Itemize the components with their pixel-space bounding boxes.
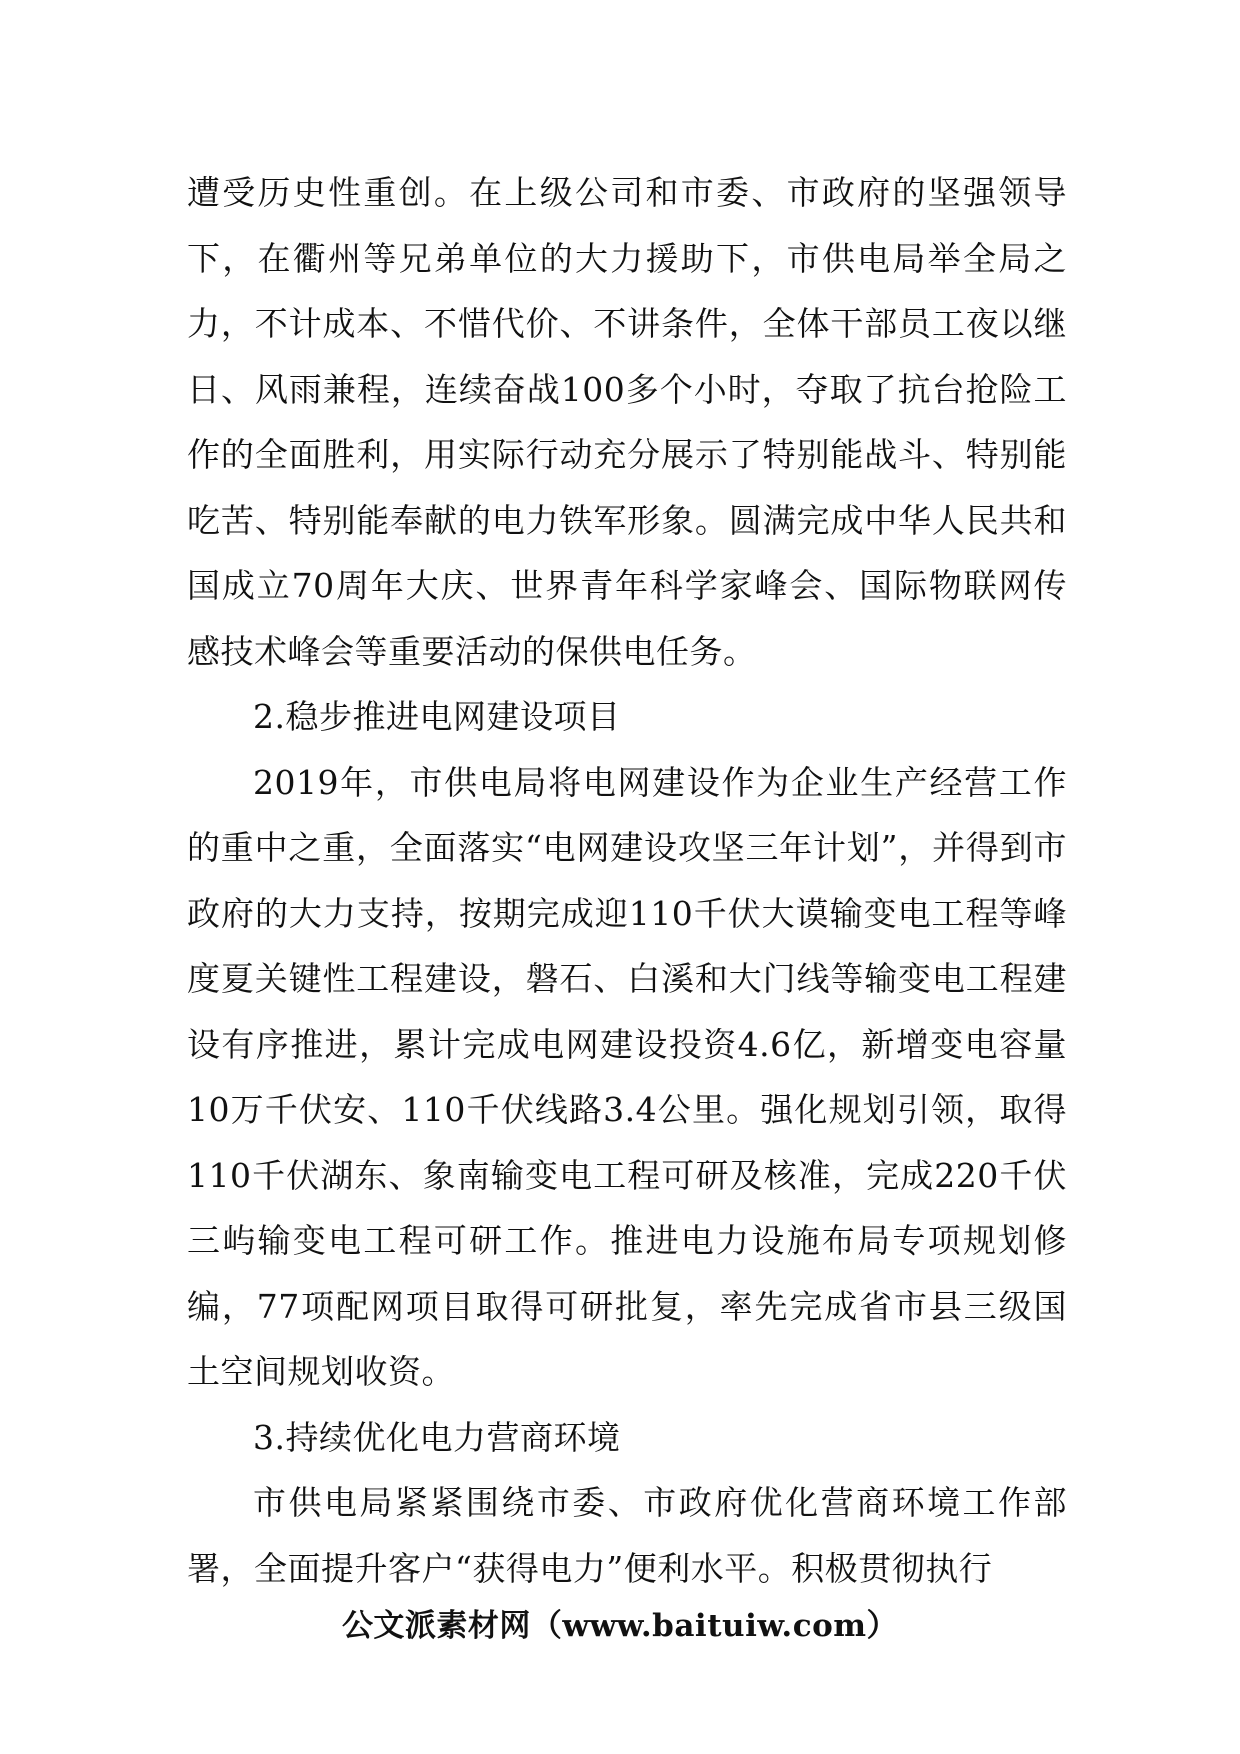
footer-watermark: 公文派素材网（www.baituiw.com） xyxy=(341,1608,899,1644)
paragraph-business-environment: 市供电局紧紧围绕市委、市政府优化营商环境工作部署，全面提升客户“获得电力”便利水平。积极贯彻执行 xyxy=(187,1483,1067,1588)
section-heading-2: 2.稳步推进电网建设项目 xyxy=(253,697,621,736)
section-heading-3: 3.持续优化电力营商环境 xyxy=(253,1417,621,1457)
document-body xyxy=(187,160,1067,1601)
paragraph-grid-construction: 2019年，市供电局将电网建设作为企业生产经营工作的重中之重，全面落实“电网建设攻坚三年计划”，并得到市政府的大力支持，按期完成迎110千伏大谟输变电工程等峰度夏关键性工程建设，磐石、白溪和大门线等输变电工程建设有序推进，累计完成电网建设投资4.6亿，新增变电容量10万千伏安、110千伏线路3.4公里。强化规划引领，取得110千伏湖东、象南输变电工程可研及核准，完成220千伏三屿输变电工程可研工作。推进电力设施布局专项规划修编，77项配网项目取得可研批复，率先完成省市县三级国土空间规划收资。 xyxy=(187,762,1067,1391)
paragraph-continuation: 遭受历史性重创。在上级公司和市委、市政府的坚强领导下，在衢州等兄弟单位的大力援助下，市供电局举全局之力，不计成本、不惜代价、不讲条件，全体干部员工夜以继日、风雨兼程，连续奋战100多个小时，夺取了抗台抢险工作的全面胜利，用实际行动充分展示了特别能战斗、特别能吃苦、特别能奉献的电力铁军形象。圆满完成中华人民共和国成立70周年大庆、世界青年科学家峰会、国际物联网传感技术峰会等重要活动的保供电任务。 xyxy=(187,173,1067,671)
